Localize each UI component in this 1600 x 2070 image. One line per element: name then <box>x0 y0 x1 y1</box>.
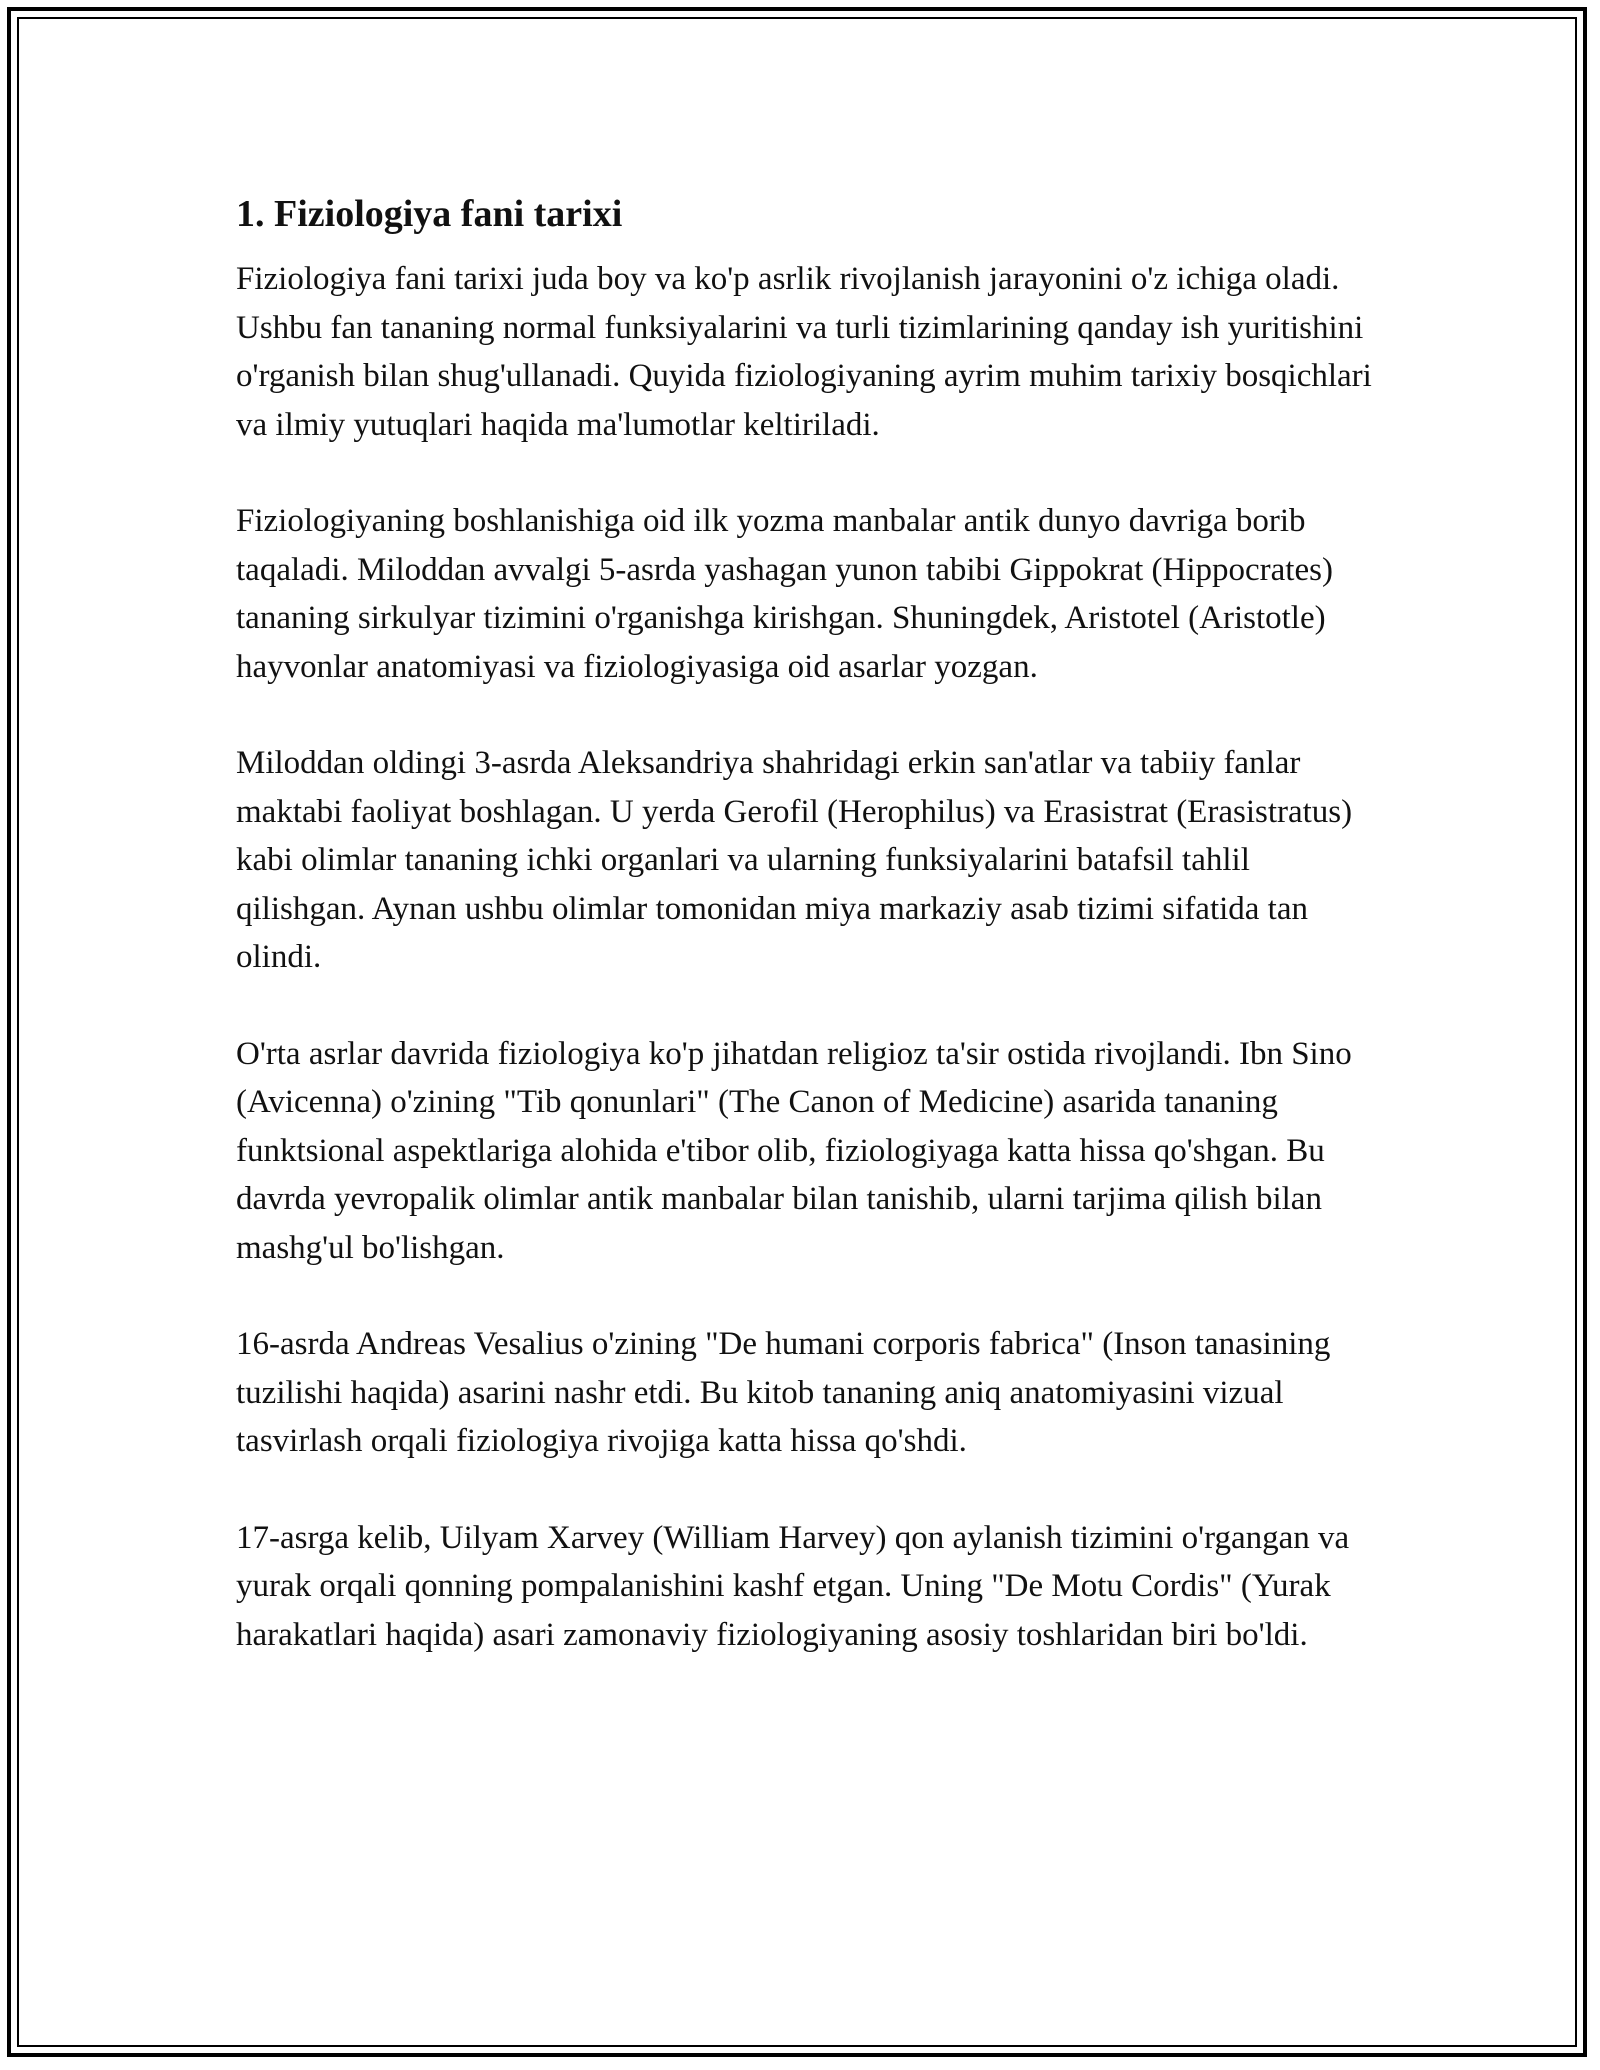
paragraph-intro: Fiziologiya fani tarixi juda boy va ko'p asrlik rivojlanish jarayonini o'z ichiga oladi. Ushbu fan tananing normal funksiyalarini va turli tizimlarining qanday ish yuritishini o'rganish bilan shug'ullanadi. Quyida fiziologiyaning ayrim muhim tarixiy bosqichlari va ilmiy yutuqlari haqida ma'lumotlar keltiriladi. <box>236 261 1372 443</box>
paragraph-alexandria: Miloddan oldingi 3-asrda Aleksandriya shahridagi erkin san'atlar va tabiiy fanlar maktabi faoliyat boshlagan. U yerda Gerofil (Herophilus) va Erasistrat (Erasistratus) kabi olimlar tananing ichki organlari va ularning funksiyalarini batafsil tahlil qilishgan. Aynan ushbu olimlar tomonidan miya markaziy asab tizimi sifatida tan olindi. <box>236 745 1353 975</box>
paragraph-vesalius: 16-asrda Andreas Vesalius o'zining "De humani corporis fabrica" (Inson tanasining tuzilishi haqida) asarini nashr etdi. Bu kitob tananing aniq anatomiyasini vizual tasvirlash orqali fiziologiya rivojiga katta hissa qo'shdi. <box>236 1326 1331 1459</box>
section-heading: 1. Fiziologiya fani tarixi <box>236 193 623 235</box>
paragraph-harvey: 17-asrga kelib, Uilyam Xarvey (William Harvey) qon aylanish tizimini o'rgangan va yurak orqali qonning pompalanishini kashf etgan. Uning "De Motu Cordis" (Yurak harakatlari haqida) asari zamonaviy fiziologiyaning asosiy toshlaridan biri bo'ldi. <box>236 1519 1350 1653</box>
document-body <box>236 185 1386 1707</box>
paragraph-antiquity: Fiziologiyaning boshlanishiga oid ilk yozma manbalar antik dunyo davriga borib taqaladi. Miloddan avvalgi 5-asrda yashagan yunon tabibi Gippokrat (Hippocrates) tananing sirkulyar tizimini o'rganishga kirishgan. Shuningdek, Aristotel (Aristotle) hayvonlar anatomiyasi va fiziologiyasiga oid asarlar yozgan. <box>236 503 1333 685</box>
paragraph-middle-ages: O'rta asrlar davrida fiziologiya ko'p jihatdan religioz ta'sir ostida rivojlandi. Ibn Sino (Avicenna) o'zining "Tib qonunlari" (The Canon of Medicine) asarida tananing funktsional aspektlariga alohida e'tibor olib, fiziologiyaga katta hissa qo'shgan. Bu davrda yevropalik olimlar antik manbalar bilan tanishib, ularni tarjima qilish bilan mashg'ul bo'lishgan. <box>236 1035 1352 1266</box>
